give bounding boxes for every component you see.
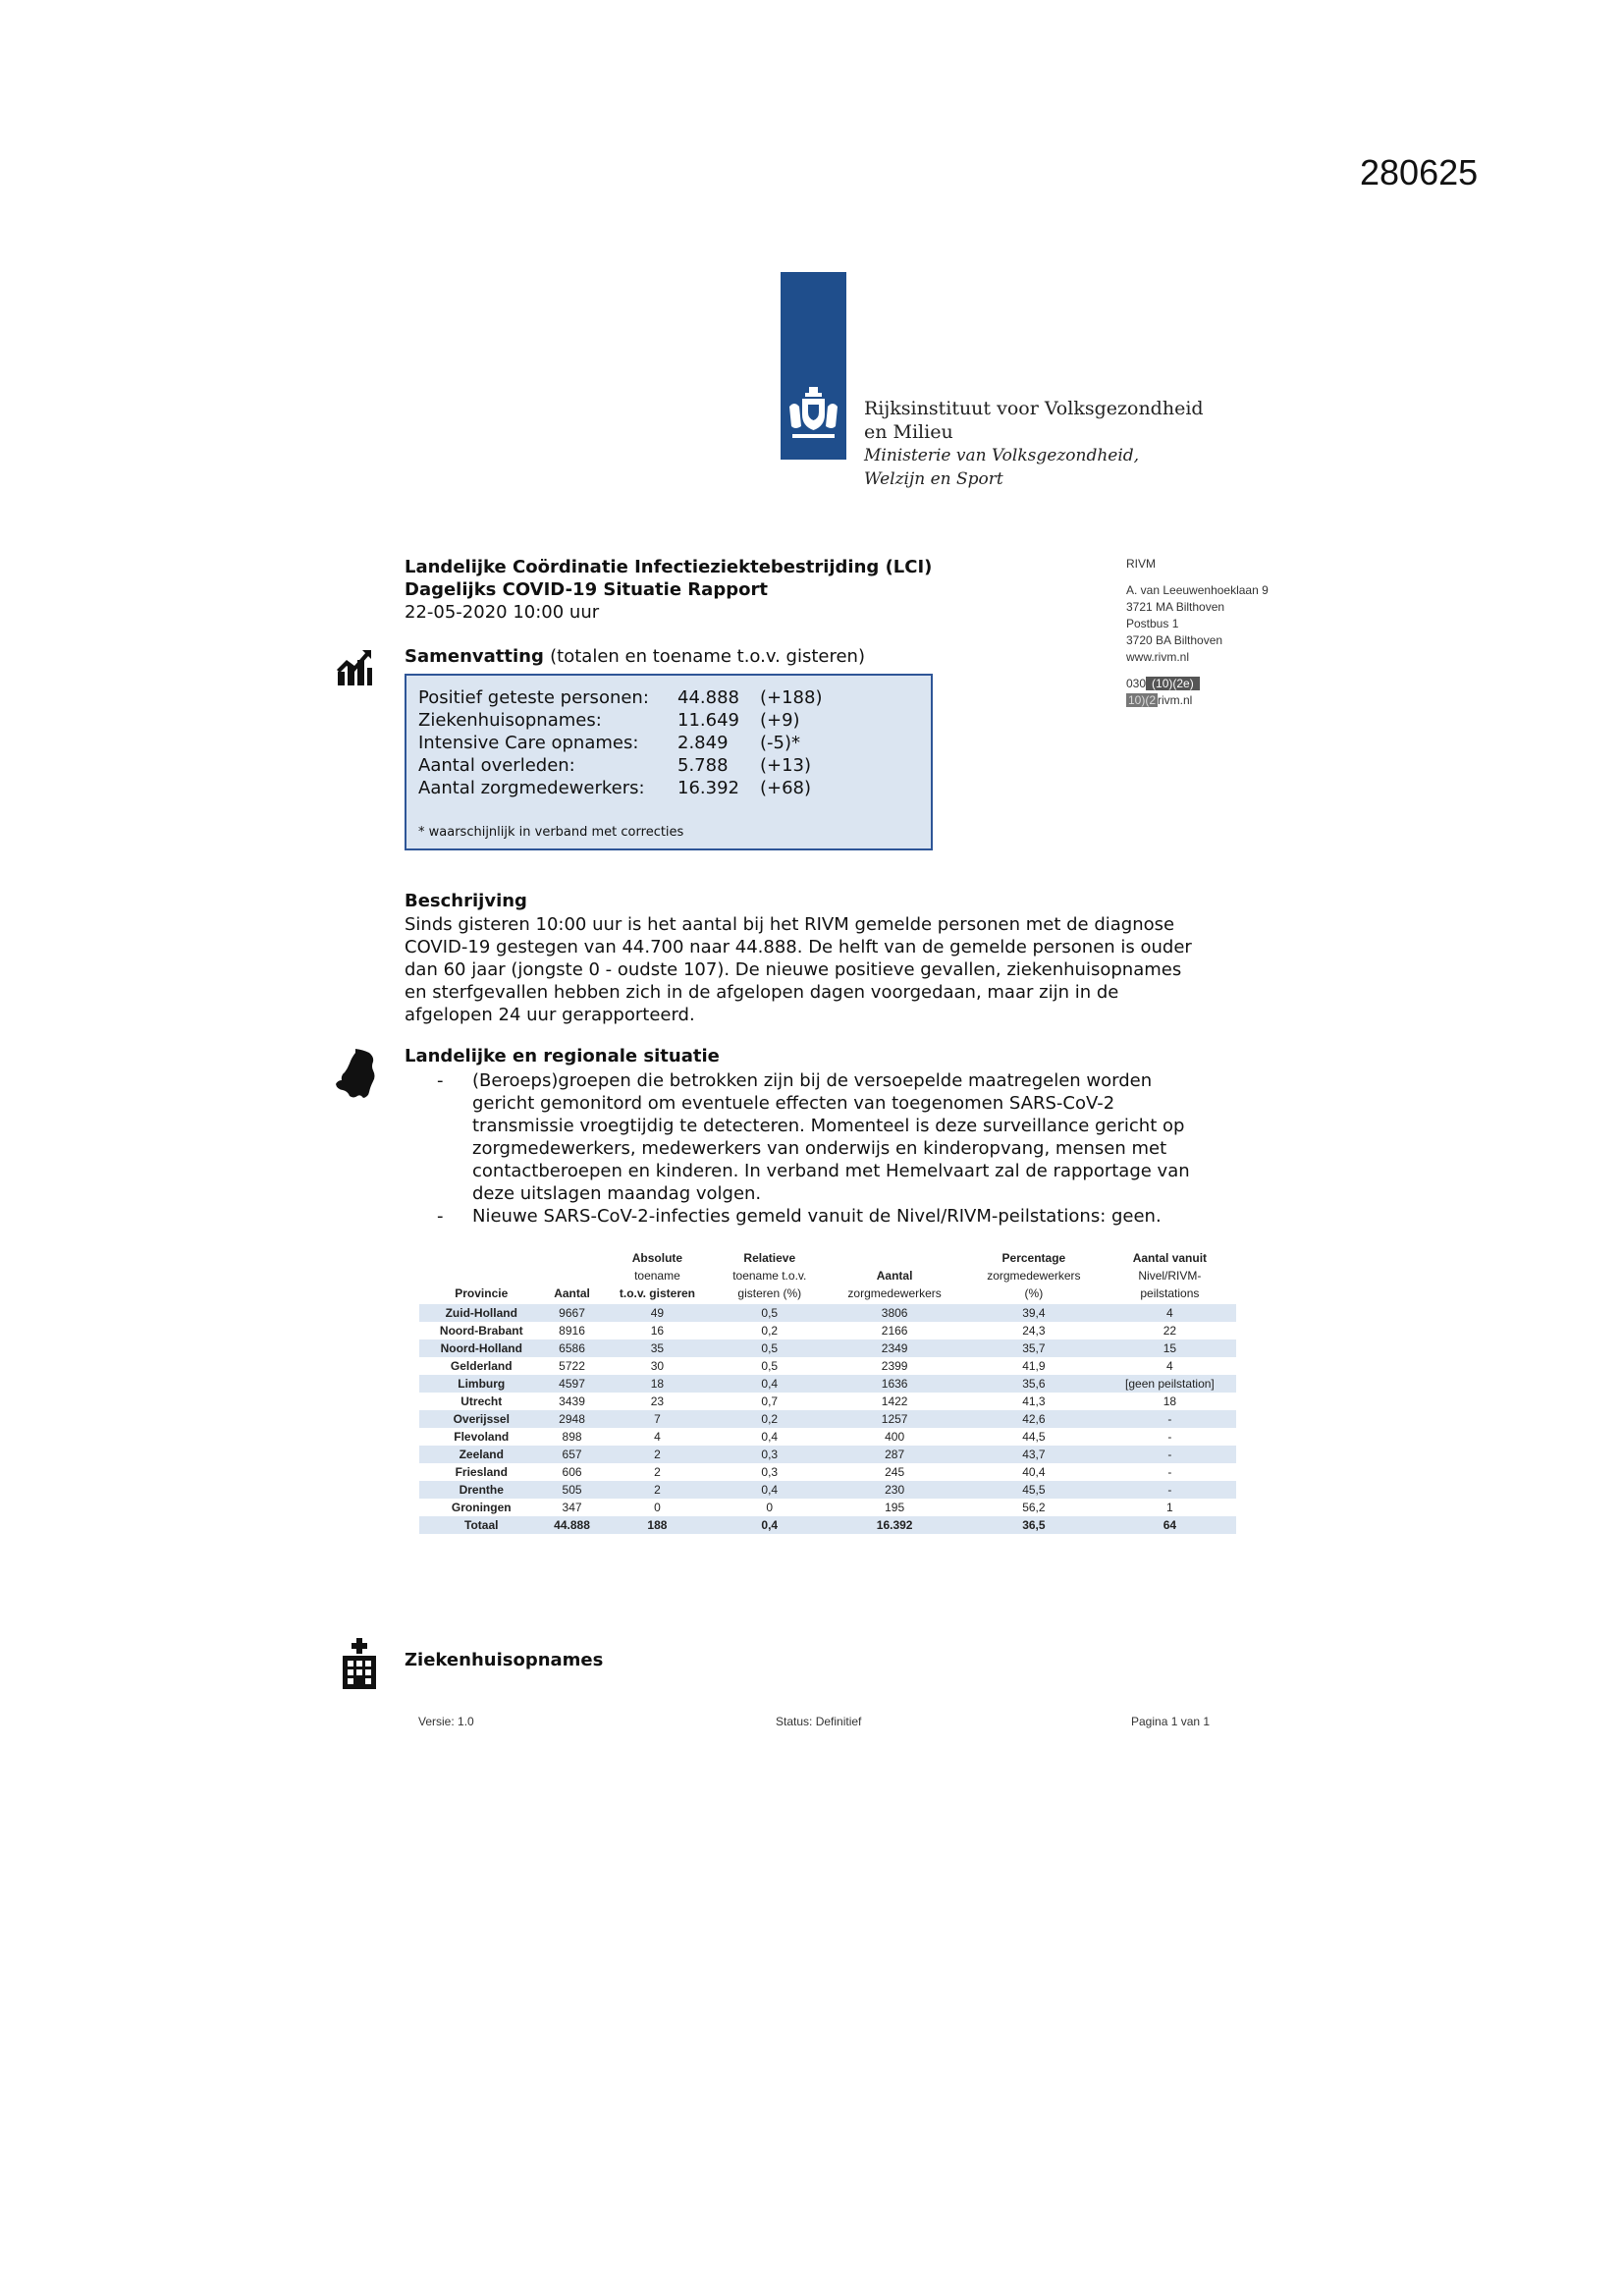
summary-delta: (-5)* <box>760 733 800 753</box>
cell-peilstations: 15 <box>1104 1339 1236 1357</box>
cell-absolute: 2 <box>601 1481 715 1499</box>
cell-peilstations: 4 <box>1166 1359 1173 1373</box>
netherlands-map-icon <box>334 1047 377 1102</box>
cell-zorgmedewerkers: 1257 <box>825 1410 964 1428</box>
summary-label: Aantal overleden: <box>418 755 575 776</box>
cell-relatieve: 0,2 <box>714 1410 825 1428</box>
table-row <box>419 1357 1236 1375</box>
cell-zorgmedewerkers: 287 <box>825 1446 964 1463</box>
total-provincie: Totaal <box>419 1516 544 1534</box>
cell-aantal: 3439 <box>559 1394 585 1408</box>
summary-value: 16.392 <box>677 778 739 798</box>
total-peilstations: 64 <box>1104 1516 1236 1534</box>
summary-subtitle: (totalen en toename t.o.v. gisteren) <box>550 646 865 667</box>
total-relatieve: 0,4 <box>714 1516 825 1534</box>
bullet-item <box>437 1205 1252 1228</box>
cell-percentage: 41,3 <box>1022 1394 1046 1408</box>
table-row <box>419 1446 1236 1463</box>
cell-absolute: 0 <box>654 1501 661 1514</box>
bullet-line: Nieuwe SARS-CoV-2-infecties gemeld vanuit de Nivel/RIVM-peilstations: geen. <box>472 1206 1162 1227</box>
cell-absolute: 18 <box>601 1375 715 1393</box>
address-email <box>1126 692 1269 709</box>
cell-aantal: 8916 <box>559 1324 585 1338</box>
table-row <box>419 1375 1236 1393</box>
cell-absolute: 2 <box>601 1446 715 1463</box>
bullet-line: gericht gemonitord om eventuele effecten van toegenomen SARS-CoV-2 <box>472 1093 1115 1114</box>
cell-absolute: 7 <box>601 1410 715 1428</box>
ministry-line2: Welzijn en Sport <box>864 469 1003 489</box>
summary-label: Intensive Care opnames: <box>418 733 639 753</box>
cell-relatieve: 0,3 <box>714 1446 825 1463</box>
address-street: A. van Leeuwenhoeklaan 9 <box>1126 583 1269 597</box>
table-row <box>419 1410 1236 1428</box>
cell-relatieve: 0,5 <box>714 1339 825 1357</box>
cell-provincie: Limburg <box>419 1375 544 1393</box>
col-percentage: Percentage zorgmedewerkers (%) <box>987 1251 1081 1300</box>
cell-aantal: 4597 <box>544 1375 601 1393</box>
summary-row <box>418 732 822 754</box>
address-phone <box>1126 676 1269 692</box>
footer-version: Versie: 1.0 <box>418 1715 474 1728</box>
cell-provincie: Noord-Brabant <box>439 1324 523 1338</box>
description-line: en sterfgevallen hebben zich in de afgelopen dagen voorgedaan, maar zijn in de <box>405 982 1119 1003</box>
table-row <box>419 1393 1236 1410</box>
document-id: 280625 <box>1360 152 1479 192</box>
chart-trend-icon <box>335 648 374 687</box>
description-line: afgelopen 24 uur gerapporteerd. <box>405 1005 695 1025</box>
summary-value: 44.888 <box>677 687 739 708</box>
table-row <box>419 1463 1236 1481</box>
cell-provincie: Flevoland <box>454 1430 510 1444</box>
cell-relatieve: 0,4 <box>714 1481 825 1499</box>
cell-zorgmedewerkers: 1422 <box>881 1394 908 1408</box>
summary-note: * waarschijnlijk in verband met correcties <box>418 825 684 840</box>
description-paragraph <box>405 913 1239 1026</box>
total-absolute: 188 <box>601 1516 715 1534</box>
summary-row <box>418 777 822 799</box>
cell-aantal: 2948 <box>544 1410 601 1428</box>
summary-value: 2.849 <box>677 733 729 753</box>
cell-provincie: Noord-Holland <box>419 1339 544 1357</box>
summary-label: Positief geteste personen: <box>418 687 649 708</box>
cell-provincie: Gelderland <box>450 1359 513 1373</box>
cell-relatieve: 0,2 <box>761 1324 779 1338</box>
summary-row <box>418 709 822 732</box>
summary-label: Aantal zorgmedewerkers: <box>418 778 645 798</box>
cell-peilstations: - <box>1167 1465 1172 1479</box>
table-row <box>419 1339 1236 1357</box>
cell-zorgmedewerkers: 195 <box>885 1501 905 1514</box>
address-block <box>1126 556 1269 709</box>
cell-peilstations: 1 <box>1166 1501 1173 1514</box>
col-absolute: Absolute toename t.o.v. gisteren <box>619 1251 695 1300</box>
cell-provincie: Groningen <box>451 1501 512 1514</box>
cell-percentage: 35,7 <box>964 1339 1104 1357</box>
col-aantal: Aantal <box>554 1286 590 1300</box>
bullet-line: contactberoepen en kinderen. In verband met Hemelvaart zal de rapportage van <box>472 1161 1190 1181</box>
summary-value: 11.649 <box>677 710 739 731</box>
bullet-item <box>437 1069 1252 1205</box>
cell-aantal: 347 <box>562 1501 582 1514</box>
cell-peilstations: - <box>1167 1430 1172 1444</box>
cell-provincie: Zuid-Holland <box>419 1304 544 1322</box>
cell-zorgmedewerkers: 2349 <box>825 1339 964 1357</box>
col-provincie: Provincie <box>455 1286 509 1300</box>
cell-zorgmedewerkers: 400 <box>885 1430 905 1444</box>
cell-zorgmedewerkers: 2399 <box>881 1359 908 1373</box>
report-title: Landelijke Coördinatie Infectieziektebestrijding (LCI) <box>405 557 933 577</box>
summary-value: 5.788 <box>677 755 729 776</box>
regional-title: Landelijke en regionale situatie <box>405 1046 720 1066</box>
footer-page: Pagina 1 van 1 <box>1131 1715 1211 1728</box>
table-total-row <box>419 1516 1236 1534</box>
cell-relatieve: 0 <box>766 1501 774 1514</box>
cell-provincie: Zeeland <box>419 1446 544 1463</box>
summary-title: Samenvatting <box>405 646 544 667</box>
cell-percentage: 24,3 <box>1022 1324 1046 1338</box>
table-row <box>419 1428 1236 1446</box>
cell-absolute: 23 <box>650 1394 665 1408</box>
description-line: Sinds gisteren 10:00 uur is het aantal bij het RIVM gemelde personen met de diagnose <box>405 914 1175 935</box>
cell-percentage: 44,5 <box>1022 1430 1046 1444</box>
bullet-line: deze uitslagen maandag volgen. <box>472 1183 762 1204</box>
cell-percentage: 56,2 <box>1022 1501 1046 1514</box>
cell-aantal: 6586 <box>544 1339 601 1357</box>
cell-zorgmedewerkers: 245 <box>885 1465 905 1479</box>
cell-provincie: Utrecht <box>460 1394 503 1408</box>
cell-absolute: 30 <box>650 1359 665 1373</box>
organization-name <box>864 397 1204 491</box>
cell-percentage: 40,4 <box>1022 1465 1046 1479</box>
cell-absolute: 49 <box>601 1304 715 1322</box>
description-line: COVID-19 gestegen van 44.700 naar 44.888. De helft van de gemelde personen is ouder <box>405 937 1192 957</box>
cell-percentage: 42,6 <box>964 1410 1104 1428</box>
bullet-line: zorgmedewerkers, medewerkers van onderwijs en kinderopvang, mensen met <box>472 1138 1167 1159</box>
report-subtitle: Dagelijks COVID-19 Situatie Rapport <box>405 579 768 600</box>
province-table <box>419 1249 1236 1534</box>
email-suffix: rivm.nl <box>1158 693 1193 707</box>
address-post-city: 3720 BA Bilthoven <box>1126 633 1223 647</box>
hospital-title: Ziekenhuisopnames <box>405 1650 604 1670</box>
cell-zorgmedewerkers: 2166 <box>881 1324 908 1338</box>
cell-zorgmedewerkers: 3806 <box>825 1304 964 1322</box>
address-postbus: Postbus 1 <box>1126 617 1179 630</box>
cell-provincie: Friesland <box>455 1465 508 1479</box>
summary-label: Ziekenhuisopnames: <box>418 710 602 731</box>
cell-percentage: 41,9 <box>1022 1359 1046 1373</box>
total-percentage: 36,5 <box>964 1516 1104 1534</box>
table-row <box>419 1499 1236 1516</box>
org-name-line1: Rijksinstituut voor Volksgezondheid <box>864 398 1204 419</box>
table-row <box>419 1481 1236 1499</box>
cell-peilstations: - <box>1104 1446 1236 1463</box>
email-redaction: 10)(2 <box>1128 693 1157 707</box>
cell-zorgmedewerkers: 1636 <box>825 1375 964 1393</box>
summary-table <box>418 686 822 799</box>
org-name-line2: en Milieu <box>864 421 953 443</box>
cell-relatieve: 0,4 <box>714 1375 825 1393</box>
cell-peilstations: 22 <box>1163 1324 1177 1338</box>
cell-peilstations: - <box>1104 1481 1236 1499</box>
col-zorgmedewerkers: Aantal zorgmedewerkers <box>847 1269 942 1300</box>
summary-row <box>418 686 822 709</box>
cell-relatieve: 0,4 <box>761 1430 779 1444</box>
phone-prefix: 030 <box>1126 677 1147 690</box>
cell-absolute: 2 <box>654 1465 661 1479</box>
crest-icon <box>786 385 840 444</box>
cell-peilstations: - <box>1104 1410 1236 1428</box>
phone-redaction: (10)(2e) <box>1146 677 1200 690</box>
address-web: www.rivm.nl <box>1126 650 1190 664</box>
summary-row <box>418 754 822 777</box>
cell-aantal: 898 <box>562 1430 582 1444</box>
cell-percentage: 45,5 <box>964 1481 1104 1499</box>
description-title: Beschrijving <box>405 891 527 911</box>
table-row <box>419 1322 1236 1339</box>
address-city: 3721 MA Bilthoven <box>1126 600 1225 614</box>
table-header-row <box>419 1249 1236 1304</box>
cell-absolute: 35 <box>601 1339 715 1357</box>
bullet-dash: - <box>437 1206 444 1227</box>
col-peilstations: Aantal vanuit Nivel/RIVM- peilstations <box>1132 1251 1208 1300</box>
bullet-line: transmissie vroegtijdig te detecteren. Momenteel is deze surveillance gericht op <box>472 1116 1185 1136</box>
report-datetime: 22-05-2020 10:00 uur <box>405 602 600 623</box>
cell-relatieve: 0,5 <box>714 1304 825 1322</box>
address-org: RIVM <box>1126 557 1156 571</box>
cell-absolute: 16 <box>650 1324 665 1338</box>
summary-box <box>405 674 933 850</box>
cell-aantal: 657 <box>544 1446 601 1463</box>
cell-aantal: 505 <box>544 1481 601 1499</box>
footer-status: Status: Definitief <box>776 1715 862 1728</box>
cell-aantal: 606 <box>562 1465 582 1479</box>
hospital-icon <box>343 1638 376 1689</box>
cell-zorgmedewerkers: 230 <box>825 1481 964 1499</box>
cell-relatieve: 0,7 <box>761 1394 779 1408</box>
regional-bullets <box>437 1069 1252 1228</box>
bullet-line: (Beroeps)groepen die betrokken zijn bij de versoepelde maatregelen worden <box>472 1070 1153 1091</box>
total-zorgmedewerkers: 16.392 <box>825 1516 964 1534</box>
summary-delta: (+9) <box>760 710 800 731</box>
cell-peilstations: [geen peilstation] <box>1104 1375 1236 1393</box>
cell-relatieve: 0,5 <box>761 1359 779 1373</box>
cell-percentage: 35,6 <box>964 1375 1104 1393</box>
ministry-line1: Ministerie van Volksgezondheid, <box>864 446 1140 465</box>
summary-heading <box>405 646 865 667</box>
bullet-dash: - <box>437 1070 444 1091</box>
report-header <box>405 556 932 624</box>
total-aantal: 44.888 <box>544 1516 601 1534</box>
summary-delta: (+68) <box>760 778 812 798</box>
cell-percentage: 39,4 <box>964 1304 1104 1322</box>
summary-delta: (+13) <box>760 755 812 776</box>
cell-peilstations: 4 <box>1104 1304 1236 1322</box>
cell-aantal: 9667 <box>544 1304 601 1322</box>
description-line: dan 60 jaar (jongste 0 - oudste 107). De nieuwe positieve gevallen, ziekenhuisopnames <box>405 959 1182 980</box>
cell-peilstations: 18 <box>1163 1394 1177 1408</box>
cell-aantal: 5722 <box>559 1359 585 1373</box>
col-relatieve: Relatieve toename t.o.v. gisteren (%) <box>732 1251 807 1300</box>
table-row <box>419 1304 1236 1322</box>
cell-provincie: Overijssel <box>419 1410 544 1428</box>
cell-absolute: 4 <box>654 1430 661 1444</box>
cell-relatieve: 0,3 <box>761 1465 779 1479</box>
summary-delta: (+188) <box>760 687 823 708</box>
cell-percentage: 43,7 <box>964 1446 1104 1463</box>
cell-provincie: Drenthe <box>419 1481 544 1499</box>
